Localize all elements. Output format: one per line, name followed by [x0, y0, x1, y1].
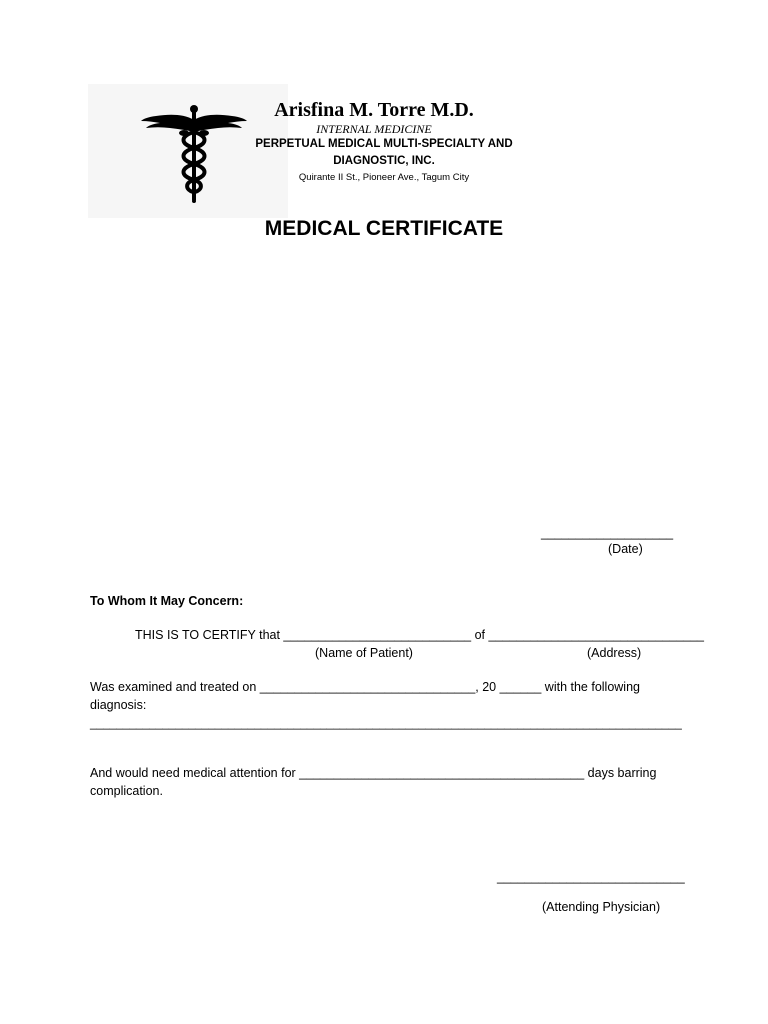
- patient-name-label: (Name of Patient): [315, 646, 413, 660]
- date-blank: ___________________: [541, 526, 674, 540]
- doctor-specialty: INTERNAL MEDICINE: [316, 122, 432, 136]
- clinic-address: Quirante II St., Pioneer Ave., Tagum City: [298, 172, 470, 183]
- signature-blank: ___________________________: [497, 870, 685, 884]
- document-title: MEDICAL CERTIFICATE: [264, 217, 504, 240]
- complication-text: complication.: [90, 784, 163, 798]
- salutation: To Whom It May Concern:: [90, 594, 244, 608]
- diagnosis-label: diagnosis:: [90, 698, 147, 712]
- clinic-name: PERPETUAL MEDICAL MULTI-SPECIALTY AND DIAGNOSTIC, INC.: [255, 138, 513, 167]
- examined-line: Was examined and treated on _______________________________, 20 ______ with the following: [90, 680, 640, 694]
- caduceus-icon: [140, 102, 248, 204]
- date-label: (Date): [608, 542, 643, 556]
- doctor-name: Arisfina M. Torre M.D.: [274, 99, 474, 121]
- attending-physician-label: (Attending Physician): [542, 900, 661, 914]
- address-label: (Address): [587, 646, 642, 660]
- attention-line: And would need medical attention for _________________________________________ days barring: [90, 766, 657, 780]
- certify-line: THIS IS TO CERTIFY that ___________________________ of _______________________________: [135, 628, 705, 642]
- diagnosis-blank: __________________________________________________________________________________________: [90, 716, 682, 730]
